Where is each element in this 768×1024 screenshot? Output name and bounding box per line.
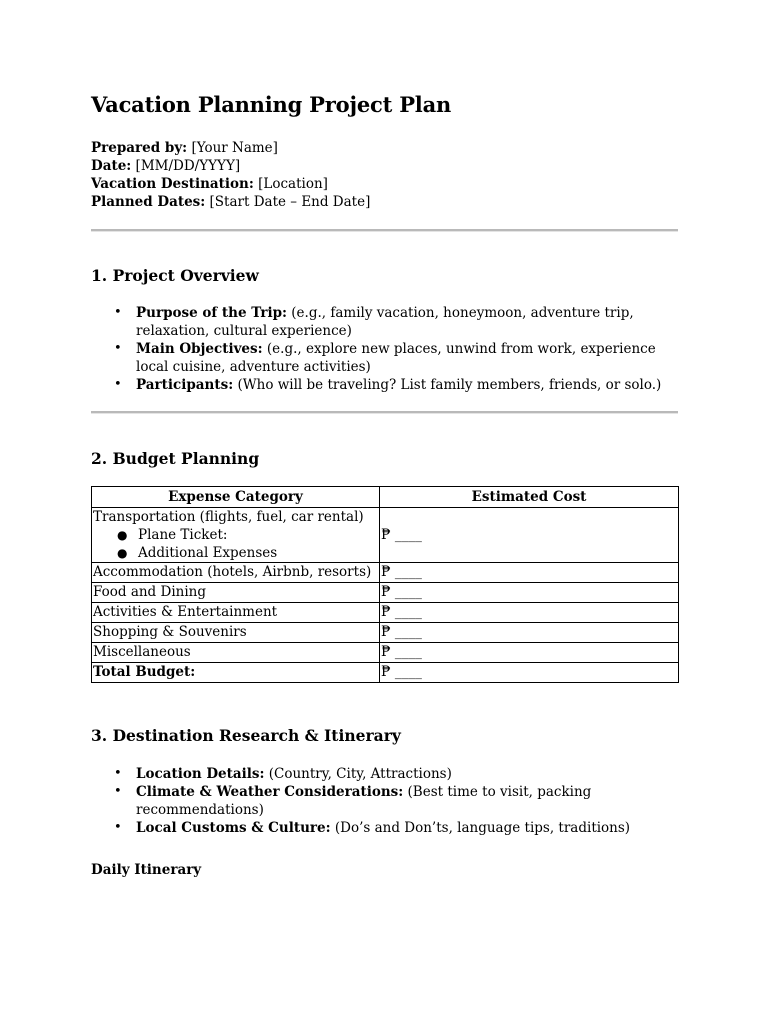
table-row xyxy=(92,603,679,623)
meta-label: Planned Dates: xyxy=(91,194,206,210)
section-heading-overview: 1. Project Overview xyxy=(91,266,259,285)
list-item xyxy=(91,304,681,340)
meta-value: [Your Name] xyxy=(187,140,278,156)
list-item xyxy=(93,544,378,562)
section-heading-research: 3. Destination Research & Itinerary xyxy=(91,726,401,745)
bullet-icon: • xyxy=(114,784,122,799)
meta-prepared-by xyxy=(91,139,370,157)
cost-cell: ₱ ____ xyxy=(380,583,679,603)
horizontal-divider xyxy=(91,411,678,414)
column-header-cost: Estimated Cost xyxy=(380,487,679,508)
bullet-icon: • xyxy=(114,341,122,356)
overview-list xyxy=(91,304,681,394)
table-row xyxy=(92,508,679,563)
total-label-cell: Total Budget: xyxy=(92,663,380,683)
item-text: (e.g., family vacation, honeymoon, adventure trip, relaxation, cultural experience) xyxy=(136,305,634,339)
category-cell: Activities & Entertainment xyxy=(92,603,380,623)
category-cell: Miscellaneous xyxy=(92,643,380,663)
table-row xyxy=(92,583,679,603)
list-item xyxy=(91,819,681,837)
cost-cell: ₱ ____ xyxy=(380,643,679,663)
bullet-icon: • xyxy=(114,305,122,320)
item-text: (Do’s and Don’ts, language tips, traditions) xyxy=(330,820,631,836)
list-item xyxy=(91,376,681,394)
meta-planned-dates xyxy=(91,193,370,211)
subitem-label: Plane Ticket: xyxy=(138,527,228,543)
item-label: Climate & Weather Considerations: xyxy=(136,784,404,800)
item-text: (e.g., explore new places, unwind from work, experience local cuisine, adventure activities) xyxy=(136,341,656,375)
daily-itinerary-heading: Daily Itinerary xyxy=(91,862,202,878)
category-cell: Accommodation (hotels, Airbnb, resorts) xyxy=(92,563,380,583)
meta-value: [MM/DD/YYYY] xyxy=(131,158,241,174)
list-item xyxy=(91,783,681,819)
meta-label: Date: xyxy=(91,158,132,174)
table-total-row xyxy=(92,663,679,683)
document-meta xyxy=(91,139,370,211)
item-label: Participants: xyxy=(136,377,234,393)
bullet-icon: ● xyxy=(117,528,128,542)
cost-cell: ₱ ____ xyxy=(380,563,679,583)
bullet-icon: • xyxy=(114,766,122,781)
list-item xyxy=(91,340,681,376)
meta-label: Vacation Destination: xyxy=(91,176,254,192)
item-label: Main Objectives: xyxy=(136,341,263,357)
item-label: Local Customs & Culture: xyxy=(136,820,331,836)
cost-cell: ₱ ____ xyxy=(380,508,679,563)
category-cell: Shopping & Souvenirs xyxy=(92,623,380,643)
item-text: (Country, City, Attractions) xyxy=(264,766,452,782)
bullet-icon: ● xyxy=(117,546,128,560)
list-item xyxy=(91,765,681,783)
subitem-label: Additional Expenses xyxy=(138,545,278,561)
table-row xyxy=(92,623,679,643)
document-title: Vacation Planning Project Plan xyxy=(91,92,452,117)
meta-value: [Location] xyxy=(253,176,328,192)
bullet-icon: • xyxy=(114,377,122,392)
table-row xyxy=(92,643,679,663)
meta-date xyxy=(91,157,370,175)
total-cost-cell: ₱ ____ xyxy=(380,663,679,683)
table-header-row xyxy=(92,487,679,508)
budget-table xyxy=(91,486,679,683)
meta-label: Prepared by: xyxy=(91,140,188,156)
section-heading-budget: 2. Budget Planning xyxy=(91,449,260,468)
cost-cell: ₱ ____ xyxy=(380,603,679,623)
column-header-category: Expense Category xyxy=(92,487,380,508)
research-list xyxy=(91,765,681,837)
cost-cell: ₱ ____ xyxy=(380,623,679,643)
item-label: Location Details: xyxy=(136,766,265,782)
meta-value: [Start Date – End Date] xyxy=(205,194,371,210)
item-label: Purpose of the Trip: xyxy=(136,305,287,321)
category-label: Transportation (flights, fuel, car rental) xyxy=(93,509,364,525)
category-cell xyxy=(92,508,380,563)
horizontal-divider xyxy=(91,229,678,232)
item-text: (Best time to visit, packing recommendations) xyxy=(136,784,592,818)
meta-destination xyxy=(91,175,370,193)
item-text: (Who will be traveling? List family members, friends, or solo.) xyxy=(233,377,662,393)
transport-sublist xyxy=(93,526,378,562)
bullet-icon: • xyxy=(114,820,122,835)
table-row xyxy=(92,563,679,583)
list-item xyxy=(93,526,378,544)
category-cell: Food and Dining xyxy=(92,583,380,603)
